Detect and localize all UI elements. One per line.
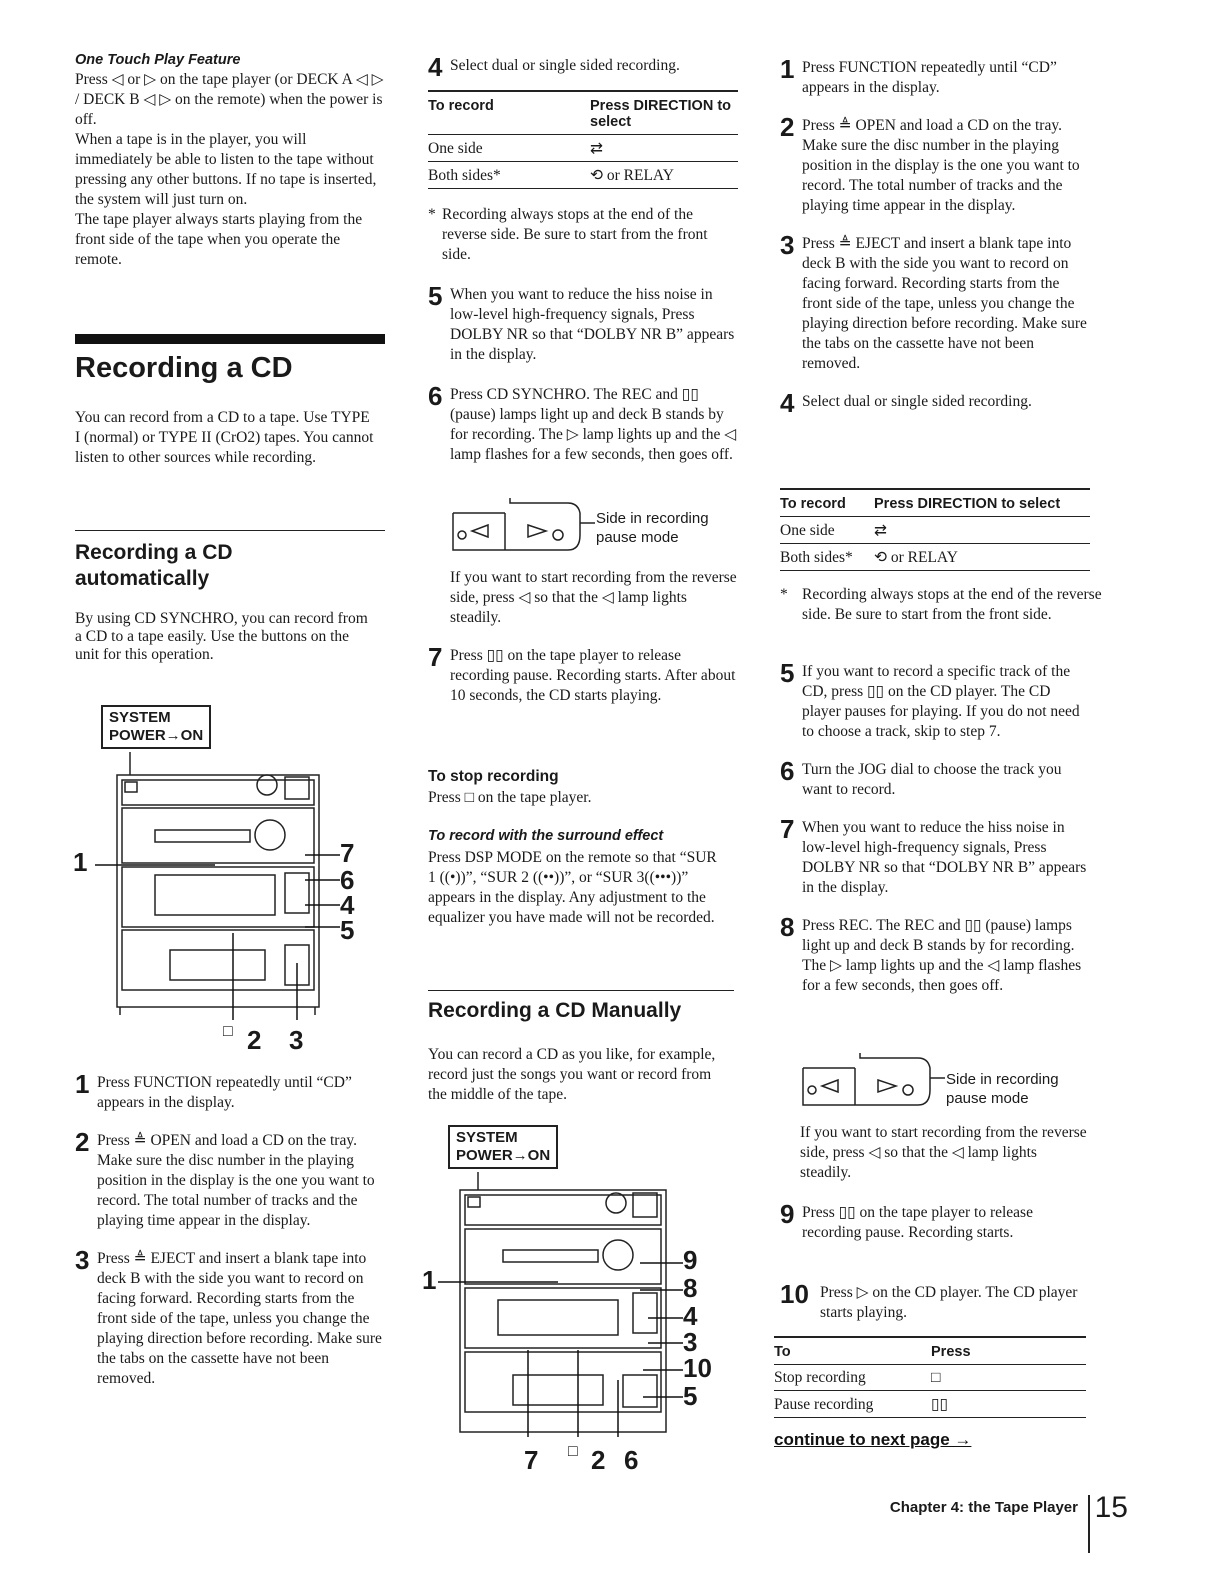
- step-text: Press REC. The REC and ▯▯ (pause) lamps light up and deck B stands by for recording. The ▷ lamp lights up and the ◁ lamp flashes for a few seconds, then goes off.: [802, 917, 1082, 994]
- stereo-unit-drawing: [75, 705, 385, 1035]
- callout-3: 3: [683, 1327, 698, 1357]
- note-text: Recording always stops at the end of the reverse side. Be sure to start from the front side.: [802, 586, 1102, 623]
- table-row: [774, 1365, 1086, 1391]
- step-number: 9: [780, 1199, 795, 1229]
- step-text: Select dual or single sided recording.: [802, 393, 1032, 410]
- callout-5: 5: [683, 1381, 698, 1411]
- table-header: Press: [931, 1337, 1086, 1365]
- callout-4: 4: [683, 1301, 698, 1331]
- table-cell: One side: [428, 135, 590, 162]
- lamp-indicator: [450, 495, 740, 555]
- step-number: 3: [780, 230, 795, 260]
- table-row: [428, 135, 738, 162]
- step-number: 6: [780, 756, 795, 786]
- step-number: 1: [75, 1069, 90, 1099]
- table-cell: ⟲ or RELAY: [874, 544, 1090, 571]
- step-number: 2: [75, 1127, 90, 1157]
- right-step-2: [780, 112, 1092, 216]
- right-step-10: [780, 1279, 1092, 1323]
- callout-7: 7: [340, 838, 355, 868]
- manual-intro: You can record a CD as you like, for example, record just the songs you want or record from the middle of the tape.: [428, 1046, 716, 1103]
- lamp-after-text: If you want to start recording from the reverse side, press ◁ so that the ◁ lamp lights steadily.: [450, 569, 737, 626]
- step-text: Press ▷ on the CD player. The CD player starts playing.: [820, 1284, 1078, 1321]
- note-text: Recording always stops at the end of the reverse side. Be sure to start from the front side.: [442, 206, 708, 263]
- step-number: 7: [780, 814, 795, 844]
- step-number: 6: [428, 381, 443, 411]
- step-number: 7: [428, 642, 443, 672]
- callout-stop: □: [568, 1443, 578, 1460]
- callout-6: 6: [340, 865, 355, 895]
- table-cell: Both sides*: [428, 162, 590, 189]
- callout-1: 1: [422, 1265, 437, 1295]
- callout-4: 4: [340, 890, 355, 920]
- step-number: 2: [780, 112, 795, 142]
- mid-step-4: [428, 52, 738, 82]
- surround-title: To record with the surround effect: [428, 828, 664, 844]
- system-label-line1: SYSTEM: [109, 709, 171, 726]
- mid-step-5: [428, 281, 738, 365]
- system-label-line2: POWER→ON: [456, 1147, 551, 1164]
- right-step-7: [780, 814, 1092, 898]
- step-number: 1: [780, 54, 795, 84]
- table-row: [774, 1391, 1086, 1418]
- table-header: To: [774, 1337, 931, 1365]
- stop-text: Press □ on the tape player.: [428, 789, 592, 806]
- callout-1: 1: [73, 847, 88, 877]
- right-step-6: [780, 756, 1092, 800]
- feature-text-1: Press ◁ or ▷ on the tape player (or DECK A ◁ ▷ / DECK B ◁ ▷ on the remote) when the power is off.: [75, 71, 384, 128]
- section-title: Recording a CD: [75, 352, 293, 384]
- stereo-diagram-manual: [422, 1125, 738, 1485]
- lamp-indicator: [800, 1050, 1092, 1110]
- table-cell: Pause recording: [774, 1391, 931, 1418]
- table-cell: Stop recording: [774, 1365, 931, 1391]
- feature-title: One Touch Play Feature: [75, 52, 241, 68]
- table-cell: □: [931, 1365, 1086, 1391]
- callout-3: 3: [289, 1025, 304, 1055]
- step-text: Select dual or single sided recording.: [450, 57, 680, 74]
- sub-rule: [75, 530, 385, 531]
- step-text: Turn the JOG dial to choose the track you want to record.: [802, 761, 1062, 798]
- step-number: 10: [780, 1279, 809, 1309]
- continue-link[interactable]: continue to next page →: [774, 1430, 972, 1449]
- stop-title: To stop recording: [428, 768, 559, 785]
- right-step-1: [780, 54, 1092, 98]
- step-text: Press ≜ OPEN and load a CD on the tray. Make sure the disc number in the playing position in the display is the one you want to record. The total number of tracks and the playing time appear in the display.: [97, 1132, 375, 1229]
- callout-7: 7: [524, 1445, 539, 1475]
- step-text: Press FUNCTION repeatedly until “CD” appears in the display.: [97, 1074, 352, 1111]
- right-step-4: [780, 388, 1092, 418]
- step-text: Press ▯▯ on the tape player to release recording pause. Recording starts. After about 10 seconds, the CD starts playing.: [450, 647, 736, 704]
- right-step-8: [780, 912, 1092, 996]
- section-rule: [75, 334, 385, 344]
- feature-text-2: When a tape is in the player, you will immediately be able to listen to the tape without pressing any other buttons. If no tape is inserted, the system will just turn on.: [75, 131, 377, 208]
- left-step-2: [75, 1127, 385, 1231]
- callout-10: 10: [683, 1353, 712, 1383]
- page-number: 15: [1094, 1491, 1128, 1524]
- note-mark: *: [780, 586, 788, 603]
- table-cell: ⟲ or RELAY: [590, 162, 738, 189]
- note-mark: *: [428, 206, 436, 223]
- lamp-caption: Side in recording pause mode: [596, 510, 709, 546]
- right-step-3: [780, 230, 1092, 374]
- table-cell: One side: [780, 517, 874, 544]
- table-row: [780, 544, 1090, 571]
- step-text: Press ▯▯ on the tape player to release recording pause. Recording starts.: [802, 1204, 1033, 1241]
- lamp-indicator-drawing: [800, 1050, 950, 1110]
- step-number: 3: [75, 1245, 90, 1275]
- step-number: 8: [780, 912, 795, 942]
- step-text: If you want to record a specific track of the CD, press ▯▯ on the CD player. The CD player pauses for playing. If you do not need to choose a track, skip to step 7.: [802, 663, 1080, 740]
- callout-2: 2: [247, 1025, 262, 1055]
- manual-title: Recording a CD Manually: [428, 999, 682, 1022]
- table-header: Press DIRECTION to select: [590, 91, 738, 135]
- mid-note: [428, 205, 738, 265]
- mid-step-6: [428, 381, 738, 465]
- lamp-indicator-drawing: [450, 495, 600, 555]
- right-note: [780, 585, 1102, 625]
- table-row: [428, 162, 738, 189]
- stereo-diagram: [75, 705, 385, 1055]
- step-number: 4: [780, 388, 795, 418]
- step-number: 4: [428, 52, 443, 82]
- table-cell: ▯▯: [931, 1391, 1086, 1418]
- callout-stop: □: [223, 1023, 233, 1040]
- step-text: Press ≜ EJECT and insert a blank tape into deck B with the side you want to record on facing forward. Recording starts from the front side of the tape, unless you change the playing direction before recording. Make sure the tabs on the cassette have not been removed.: [802, 235, 1087, 372]
- surround-text: Press DSP MODE on the remote so that “SUR 1 ((•))”, “SUR 2 ((••))”, or “SUR 3((•••))” appears in the display. Any adjustment to the equalizer you have made will not be recorded.: [428, 849, 717, 926]
- right-step-5: [780, 658, 1092, 742]
- right-step-9: [780, 1199, 1092, 1243]
- system-label-line1: SYSTEM: [456, 1129, 518, 1146]
- lamp-after-text: If you want to start recording from the reverse side, press ◁ so that the ◁ lamp lights steadily.: [800, 1124, 1087, 1181]
- table-header: Press DIRECTION to select: [874, 489, 1090, 517]
- table-header: To record: [780, 489, 874, 517]
- system-label-line2: POWER→ON: [109, 727, 204, 744]
- chapter-label: Chapter 4: the Tape Player: [889, 1499, 1078, 1516]
- callout-5: 5: [340, 915, 355, 945]
- left-step-3: [75, 1245, 385, 1389]
- table-cell: Both sides*: [780, 544, 874, 571]
- table-header: To record: [428, 91, 590, 135]
- stop-pause-table: [774, 1336, 1086, 1418]
- lamp-caption: Side in recording pause mode: [946, 1071, 1059, 1107]
- callout-8: 8: [683, 1273, 698, 1303]
- table-cell: ⇄: [874, 517, 1090, 544]
- callout-6: 6: [624, 1445, 639, 1475]
- sub-intro: By using CD SYNCHRO, you can record from a CD to a tape easily. Use the buttons on the unit for this operation.: [75, 610, 368, 663]
- step-number: 5: [780, 658, 795, 688]
- step-number: 5: [428, 281, 443, 311]
- direction-table: [428, 90, 738, 189]
- left-step-1: [75, 1069, 385, 1113]
- manual-rule: [428, 990, 734, 991]
- callout-9: 9: [683, 1245, 698, 1275]
- feature-text-3: The tape player always starts playing from the front side of the tape when you operate the remote.: [75, 211, 363, 268]
- callout-2: 2: [591, 1445, 606, 1475]
- mid-step-7: [428, 642, 738, 706]
- step-text: Press ≜ OPEN and load a CD on the tray. Make sure the disc number in the playing position in the display is the one you want to record. The total number of tracks and the playing time appear in the display.: [802, 117, 1080, 214]
- page-footer: [800, 1491, 1130, 1555]
- step-text: When you want to reduce the hiss noise in low-level high-frequency signals, Press DOLBY NR so that “DOLBY NR B” appears in the display.: [802, 819, 1087, 896]
- direction-table: [780, 488, 1090, 571]
- table-cell: ⇄: [590, 135, 738, 162]
- section-intro: You can record from a CD to a tape. Use TYPE I (normal) or TYPE II (CrO2) tapes. You cannot listen to other sources while recording.: [75, 409, 374, 466]
- footer-divider: [1088, 1495, 1090, 1553]
- step-text: Press FUNCTION repeatedly until “CD” appears in the display.: [802, 59, 1057, 96]
- table-row: [780, 517, 1090, 544]
- step-text: When you want to reduce the hiss noise in low-level high-frequency signals, Press DOLBY NR so that “DOLBY NR B” appears in the display.: [450, 286, 735, 363]
- step-text: Press CD SYNCHRO. The REC and ▯▯ (pause) lamps light up and deck B stands by for recording. The ▷ lamp lights up and the ◁ lamp flashes for a few seconds, then goes off.: [450, 386, 737, 463]
- sub-title: Recording a CD automatically: [75, 541, 233, 590]
- step-text: Press ≜ EJECT and insert a blank tape into deck B with the side you want to record on facing forward. Recording starts from the front side of the tape, unless you change the playing direction before recording. Make sure the tabs on the cassette have not been removed.: [97, 1250, 382, 1387]
